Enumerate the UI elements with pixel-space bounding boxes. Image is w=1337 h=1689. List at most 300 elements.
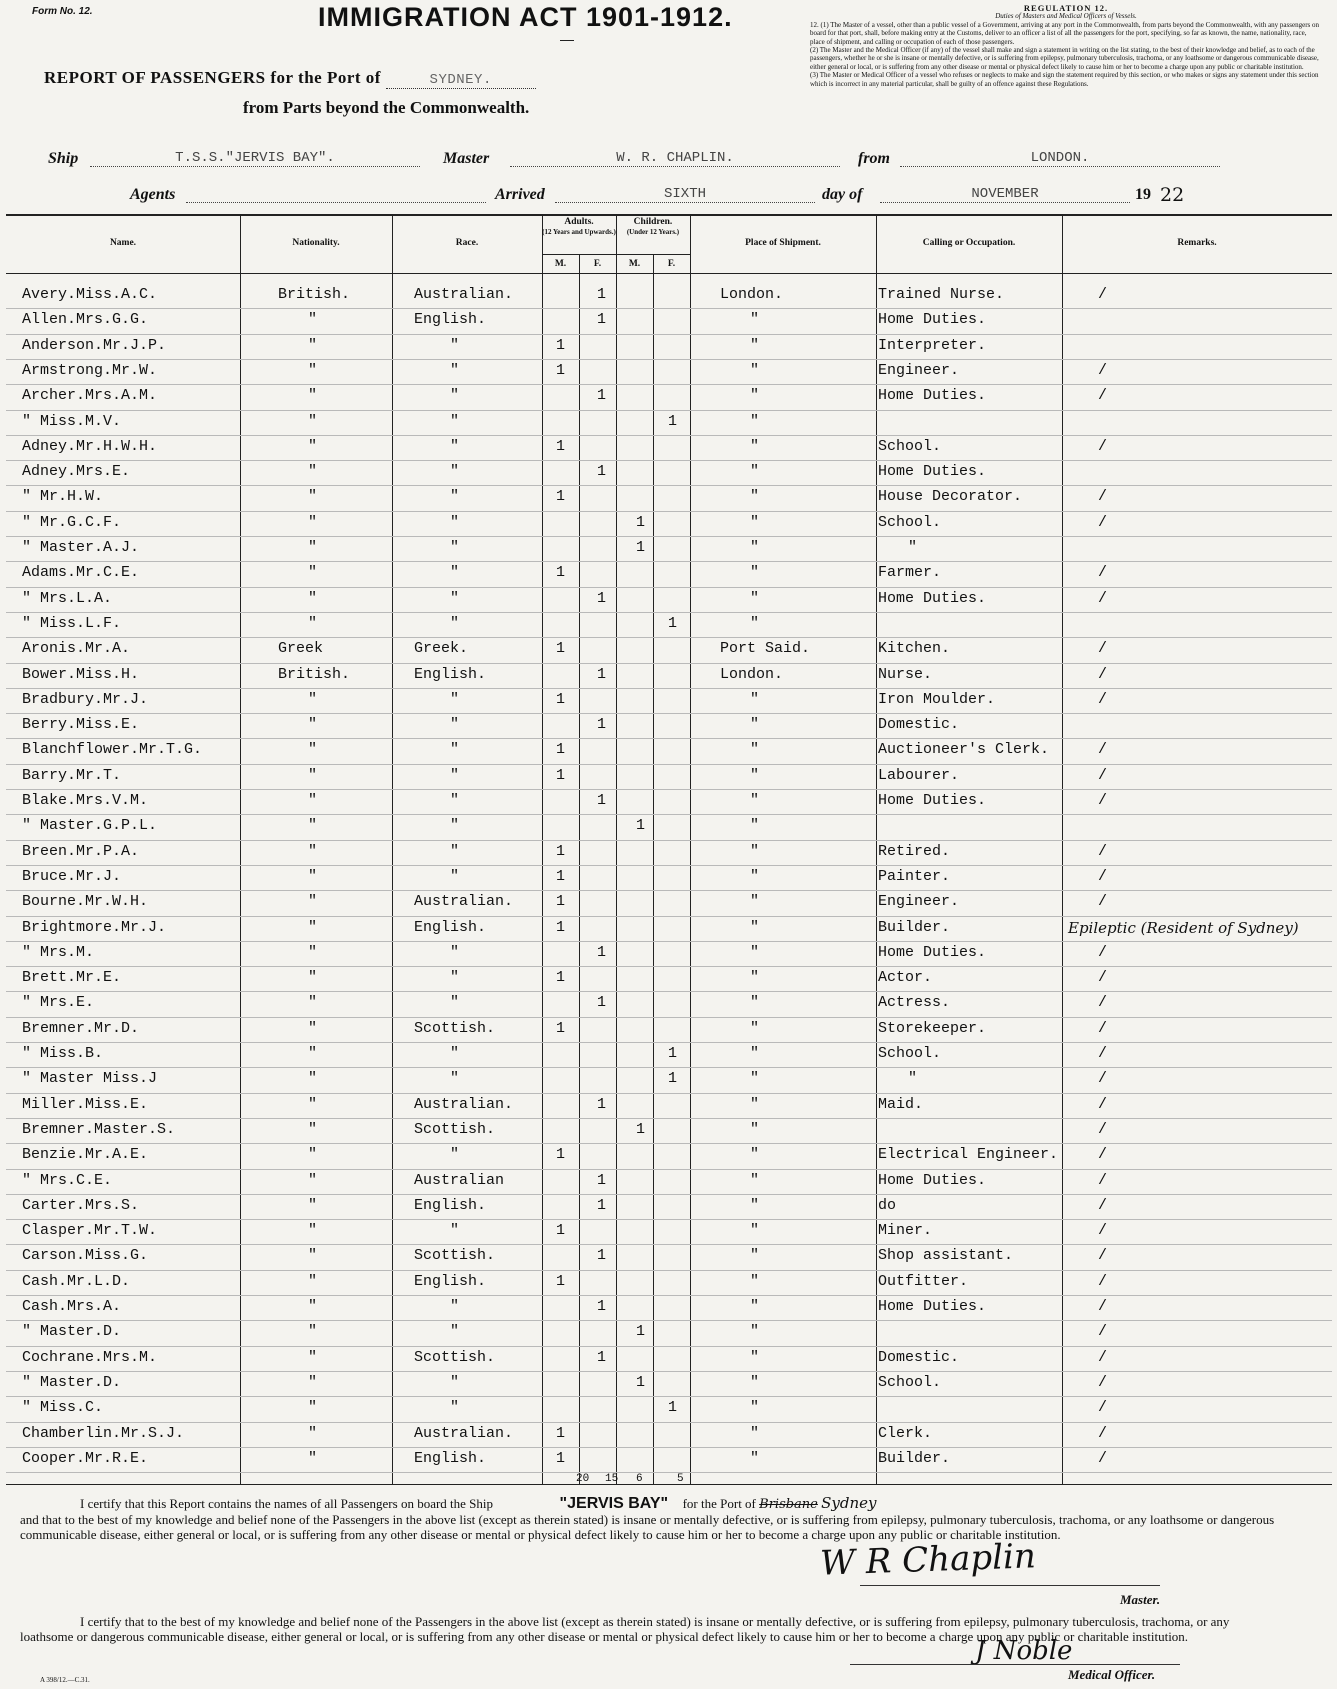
port-value: SYDNEY. [386,72,536,89]
cell-adults-f: 1 [597,1096,607,1113]
cell-nationality: " [308,792,318,809]
cell-shipment: " [750,1096,760,1113]
report-heading [44,68,536,89]
cell-occupation: Electrical Engineer. [878,1146,1059,1163]
cell-nationality: " [308,413,318,430]
cell-remarks: / [1098,1020,1108,1037]
cell-name: " Mr.H.W. [22,488,104,505]
column-separator [1062,214,1063,1484]
cell-occupation: Labourer. [878,767,960,784]
column-separator [876,214,877,1484]
cell-shipment: " [750,716,760,733]
cell-occupation: School. [878,514,942,531]
cell-shipment: " [750,1349,760,1366]
form-number: Form No. 12. [32,6,93,17]
cell-remarks: / [1098,1070,1108,1087]
from-label: from [858,150,890,167]
cell-nationality: British. [278,286,351,303]
row-rule [6,1295,1332,1296]
cell-name: Adney.Mr.H.W.H. [22,438,158,455]
cell-remarks: / [1098,1121,1108,1138]
cell-name: " Master Miss.J [22,1070,158,1087]
cell-race: " [450,1222,460,1239]
cell-children-m: 1 [636,539,646,556]
row-rule [6,713,1332,714]
column-separator [542,214,543,1484]
cell-name: " Master.A.J. [22,539,140,556]
cell-nationality: " [308,1450,318,1467]
cell-race: " [450,539,460,556]
from-value: LONDON. [900,150,1220,167]
cell-race: " [450,463,460,480]
cell-nationality: " [308,564,318,581]
cell-nationality: " [308,1349,318,1366]
cell-adults-f: 1 [597,286,607,303]
cell-race: Australian. [414,893,514,910]
cell-race: " [450,337,460,354]
cell-remarks: / [1098,666,1108,683]
cell-nationality: " [308,1399,318,1416]
cell-race: " [450,362,460,379]
cell-shipment: " [750,994,760,1011]
master-label: Master. [1120,1592,1161,1607]
column-separator [616,214,617,1484]
cell-nationality: " [308,488,318,505]
cell-race: Australian [414,1172,505,1189]
cell-name: Bradbury.Mr.J. [22,691,149,708]
row-rule [6,587,1332,588]
cell-shipment: London. [720,666,784,683]
cell-adults-m: 1 [556,1222,566,1239]
cell-occupation: Home Duties. [878,944,987,961]
cell-nationality: " [308,1273,318,1290]
cell-nationality: " [308,691,318,708]
header-bottom-rule [6,273,1332,274]
cell-occupation: Miner. [878,1222,933,1239]
cell-remarks: / [1098,590,1108,607]
cell-adults-m: 1 [556,488,566,505]
cell-shipment: " [750,1374,760,1391]
cell-remarks: / [1098,1298,1108,1315]
cell-occupation: Retired. [878,843,951,860]
cell-nationality: " [308,868,318,885]
cell-name: " Master.D. [22,1323,122,1340]
col-children: Children. [633,217,673,227]
cell-occupation: Domestic. [878,716,960,733]
cell-shipment: " [750,1399,760,1416]
cell-occupation: Shop assistant. [878,1247,1014,1264]
cell-nationality: " [308,1222,318,1239]
cell-occupation: Painter. [878,868,951,885]
cell-shipment: " [750,463,760,480]
cell-remarks: / [1098,1425,1108,1442]
total-children-f: 5 [677,1473,684,1485]
cell-race: " [450,969,460,986]
cell-nationality: British. [278,666,351,683]
cell-nationality: " [308,893,318,910]
cell-nationality: " [308,1045,318,1062]
master-sign-line [860,1585,1160,1586]
cell-name: " Miss.L.F. [22,615,122,632]
cell-race: " [450,716,460,733]
cell-name: Archer.Mrs.A.M. [22,387,158,404]
cell-race: " [450,1298,460,1315]
cell-shipment: " [750,1247,760,1264]
row-rule [6,1093,1332,1094]
cell-race: Scottish. [414,1020,496,1037]
cell-occupation: Auctioneer's Clerk. [878,741,1050,758]
cell-adults-f: 1 [597,666,607,683]
medical-certificate [20,1614,1280,1644]
row-rule [6,1472,1332,1473]
cell-occupation: Home Duties. [878,463,987,480]
year-prefix: 19 [1135,186,1151,203]
cell-shipment: " [750,1020,760,1037]
cell-remarks: / [1098,969,1108,986]
from-parts-heading: from Parts beyond the Commonwealth. [243,98,530,117]
cell-name: Bremner.Master.S. [22,1121,176,1138]
cell-occupation: Engineer. [878,893,960,910]
cell-shipment: " [750,1222,760,1239]
row-rule [6,789,1332,790]
cell-occupation: Farmer. [878,564,942,581]
cell-race: " [450,564,460,581]
row-rule [6,1017,1332,1018]
row-rule [6,334,1332,335]
master-signature: W R Chaplin [819,1536,1037,1584]
cell-remarks: / [1098,1374,1108,1391]
cell-remarks: / [1098,1273,1108,1290]
row-rule [6,536,1332,537]
cell-adults-m: 1 [556,919,566,936]
cell-adults-f: 1 [597,1247,607,1264]
cell-name: " Mrs.M. [22,944,95,961]
cell-adults-f: 1 [597,1349,607,1366]
cell-nationality: " [308,767,318,784]
row-rule [6,890,1332,891]
cell-name: Benzie.Mr.A.E. [22,1146,149,1163]
cell-race: " [450,1146,460,1163]
cell-occupation: Domestic. [878,1349,960,1366]
cell-occupation: Outfitter. [878,1273,969,1290]
col-children-sub: (Under 12 Years.) [626,228,680,236]
cell-occupation: Interpreter. [878,337,987,354]
cell-race: " [450,438,460,455]
cell-shipment: " [750,919,760,936]
cell-adults-f: 1 [597,716,607,733]
cell-remarks: / [1098,1197,1108,1214]
cell-name: Clasper.Mr.T.W. [22,1222,158,1239]
cell-occupation: Home Duties. [878,311,987,328]
cell-nationality: " [308,590,318,607]
cell-race: " [450,590,460,607]
row-rule [6,738,1332,739]
row-rule [6,1143,1332,1144]
cert-ship-name: "JERVIS BAY" [559,1495,669,1512]
cell-name: " Mrs.E. [22,994,95,1011]
cell-race: English. [414,919,487,936]
col-children-f: F. [667,259,676,269]
cell-shipment: " [750,767,760,784]
row-rule [6,865,1332,866]
cell-occupation: House Decorator. [878,488,1023,505]
row-rule [6,1396,1332,1397]
cell-race: English. [414,1273,487,1290]
cell-shipment: " [750,792,760,809]
cell-name: " Mrs.L.A. [22,590,113,607]
row-rule [6,941,1332,942]
cell-shipment: " [750,362,760,379]
cell-nationality: " [308,1374,318,1391]
row-rule [6,485,1332,486]
cell-shipment: " [750,944,760,961]
subheader-rule [616,254,690,255]
cell-race: " [450,843,460,860]
regulation-para-1: 12. (1) The Master of a vessel, other than a public vessel of a Government, arriving at any port in the Commonwealth, from parts beyond the Commonwealth, with any passengers on board for that port, shall, before making entry at the Customs, deliver to an officer a list of all the passengers for the port, specifying, so far as known, the name, nationality, race, place of shipment, and calling or occupation of each of those passengers. [810,20,1319,46]
cell-race: " [450,944,460,961]
cell-shipment: " [750,843,760,860]
cell-nationality: " [308,843,318,860]
cell-shipment: " [750,539,760,556]
cell-shipment: " [750,1425,760,1442]
subcolumn-separator [579,254,580,1484]
col-adults-f: F. [593,259,602,269]
cell-race: " [450,413,460,430]
col-name: Name. [109,238,137,248]
cell-shipment: " [750,969,760,986]
cell-children-m: 1 [636,1374,646,1391]
cell-name: Breen.Mr.P.A. [22,843,140,860]
cell-name: Miller.Miss.E. [22,1096,149,1113]
cell-adults-f: 1 [597,792,607,809]
cell-children-m: 1 [636,514,646,531]
cell-name: Brett.Mr.E. [22,969,122,986]
row-rule [6,1320,1332,1321]
col-adults-m: M. [554,259,567,269]
cell-nationality: " [308,438,318,455]
column-separator [392,214,393,1484]
cell-children-f: 1 [668,1045,678,1062]
cell-nationality: " [308,1425,318,1442]
medical-signature: J Noble [975,1636,1073,1666]
cell-adults-f: 1 [597,311,607,328]
cell-race: Scottish. [414,1247,496,1264]
cell-race: " [450,514,460,531]
cell-race: " [450,817,460,834]
cell-adults-f: 1 [597,590,607,607]
cell-shipment: " [750,413,760,430]
cell-adults-m: 1 [556,893,566,910]
master-label: Master [443,150,490,167]
cell-nationality: " [308,716,318,733]
row-rule [6,840,1332,841]
cell-race: " [450,1070,460,1087]
cell-nationality: " [308,311,318,328]
print-code: A 398/12.—C.31. [40,1676,90,1684]
report-label: REPORT OF PASSENGERS for the Port of [44,68,381,87]
cell-nationality: " [308,1298,318,1315]
cell-race: English. [414,311,487,328]
row-rule [6,359,1332,360]
cert-port-label: for the Port of [682,1496,756,1511]
cell-occupation: Builder. [878,919,951,936]
cell-adults-m: 1 [556,362,566,379]
cell-remarks: / [1098,741,1108,758]
cell-name: Cooper.Mr.R.E. [22,1450,149,1467]
cell-occupation: Engineer. [878,362,960,379]
cell-occupation: Home Duties. [878,792,987,809]
cert-text-2: and that to the best of my knowledge and belief none of the Passengers in the above list (except as therein stated) is insane or mentally defective, or is suffering from epilepsy, pulmonary tuberculosis, trachoma, or any loathsome or dangerous communicable disease, either general or local, or is suffering from any other disease or mental or physical defect likely to cause him or her to become a charge upon any public or charitable institution. [20,1512,1275,1542]
row-rule [6,1042,1332,1043]
cell-remarks: / [1098,1045,1108,1062]
cell-nationality: " [308,1121,318,1138]
cell-name: " Master.G.P.L. [22,817,158,834]
cell-remarks: / [1098,438,1108,455]
cell-race: " [450,1374,460,1391]
cell-remarks: / [1098,868,1108,885]
cell-name: Carson.Miss.G. [22,1247,149,1264]
cell-adults-m: 1 [556,640,566,657]
cell-adults-f: 1 [597,463,607,480]
cell-name: Cochrane.Mrs.M. [22,1349,158,1366]
cell-shipment: " [750,564,760,581]
cell-remarks: / [1098,362,1108,379]
cell-name: Avery.Miss.A.C. [22,286,158,303]
cell-occupation: Home Duties. [878,387,987,404]
regulation-subtitle: Duties of Masters and Medical Officers of Vessels. [995,12,1137,21]
cell-remarks: / [1098,488,1108,505]
cell-name: " Miss.M.V. [22,413,122,430]
master-value: W. R. CHAPLIN. [510,150,840,167]
row-rule [6,612,1332,613]
cell-name: Adney.Mrs.E. [22,463,131,480]
cell-adults-m: 1 [556,843,566,860]
cell-shipment: " [750,615,760,632]
document-title: IMMIGRATION ACT 1901-1912. [318,2,733,32]
cell-remarks: / [1098,640,1108,657]
cell-race: " [450,994,460,1011]
cell-shipment: " [750,1070,760,1087]
row-rule [6,1067,1332,1068]
cell-shipment: " [750,868,760,885]
cell-remarks: / [1098,1222,1108,1239]
col-shipment: Place of Shipment. [745,238,821,248]
cell-remarks: / [1098,767,1108,784]
table-top-rule [6,214,1332,216]
row-rule [6,663,1332,664]
cell-name: Bruce.Mr.J. [22,868,122,885]
cell-race: " [450,767,460,784]
cell-shipment: " [750,1298,760,1315]
cell-nationality: " [308,1146,318,1163]
cell-race: Australian. [414,1096,514,1113]
cell-nationality: " [308,1197,318,1214]
cell-nationality: " [308,615,318,632]
row-rule [6,814,1332,815]
col-adults-sub: (12 Years and Upwards.) [542,228,616,236]
cell-occupation: " [908,539,918,556]
cell-children-f: 1 [668,1070,678,1087]
cell-remarks: / [1098,843,1108,860]
cell-occupation: Home Duties. [878,1298,987,1315]
row-rule [6,1447,1332,1448]
cell-remarks: / [1098,1096,1108,1113]
cell-adults-f: 1 [597,994,607,1011]
cell-name: Bremner.Mr.D. [22,1020,140,1037]
agents-label: Agents [130,186,176,203]
table-bottom-rule [6,1484,1332,1485]
cell-adults-f: 1 [597,1172,607,1189]
cell-race: " [450,868,460,885]
cell-nationality: " [308,741,318,758]
month-value: NOVEMBER [880,186,1130,203]
cell-remarks: / [1098,1247,1108,1264]
cell-remarks: / [1098,944,1108,961]
column-separator [240,214,241,1484]
row-rule [6,688,1332,689]
row-rule [6,1194,1332,1195]
cell-name: Aronis.Mr.A. [22,640,131,657]
cell-remarks: / [1098,1450,1108,1467]
cell-adults-m: 1 [556,691,566,708]
cell-race: English. [414,1450,487,1467]
row-rule [6,1270,1332,1271]
cell-occupation: School. [878,1374,942,1391]
cell-children-m: 1 [636,817,646,834]
cell-race: " [450,1323,460,1340]
arrived-day: SIXTH [555,186,815,203]
cell-name: Bower.Miss.H. [22,666,140,683]
cell-remarks: Epileptic (Resident of Sydney) [1068,919,1299,937]
cell-race: " [450,615,460,632]
cert-port-hand: Sydney [821,1494,877,1512]
cell-remarks: / [1098,1349,1108,1366]
cell-remarks: / [1098,994,1108,1011]
cell-shipment: " [750,514,760,531]
cell-name: Armstrong.Mr.W. [22,362,158,379]
cell-shipment: " [750,817,760,834]
cell-occupation: " [908,1070,918,1087]
row-rule [6,1422,1332,1423]
cell-nationality: Greek [278,640,324,657]
row-rule [6,1118,1332,1119]
cell-nationality: " [308,1096,318,1113]
cell-shipment: " [750,438,760,455]
master-certificate [20,1496,1280,1542]
cell-adults-m: 1 [556,969,566,986]
cell-race: " [450,1045,460,1062]
total-adults-f: 15 [605,1473,619,1485]
cell-remarks: / [1098,893,1108,910]
cell-name: " Miss.B. [22,1045,104,1062]
cell-shipment: " [750,1323,760,1340]
cell-adults-m: 1 [556,767,566,784]
col-occupation: Calling or Occupation. [922,238,1016,248]
cell-shipment: " [750,1450,760,1467]
regulation-title: REGULATION 12. [1023,3,1109,13]
cell-name: Bourne.Mr.W.H. [22,893,149,910]
cell-race: Scottish. [414,1121,496,1138]
cell-name: Cash.Mrs.A. [22,1298,122,1315]
cell-name: " Mr.G.C.F. [22,514,122,531]
cell-adults-m: 1 [556,1020,566,1037]
cell-nationality: " [308,919,318,936]
cert-port-struck: Brisbane [759,1497,818,1512]
medical-sign-line [850,1664,1180,1665]
cell-name: Brightmore.Mr.J. [22,919,167,936]
cell-nationality: " [308,362,318,379]
cell-shipment: Port Said. [720,640,811,657]
